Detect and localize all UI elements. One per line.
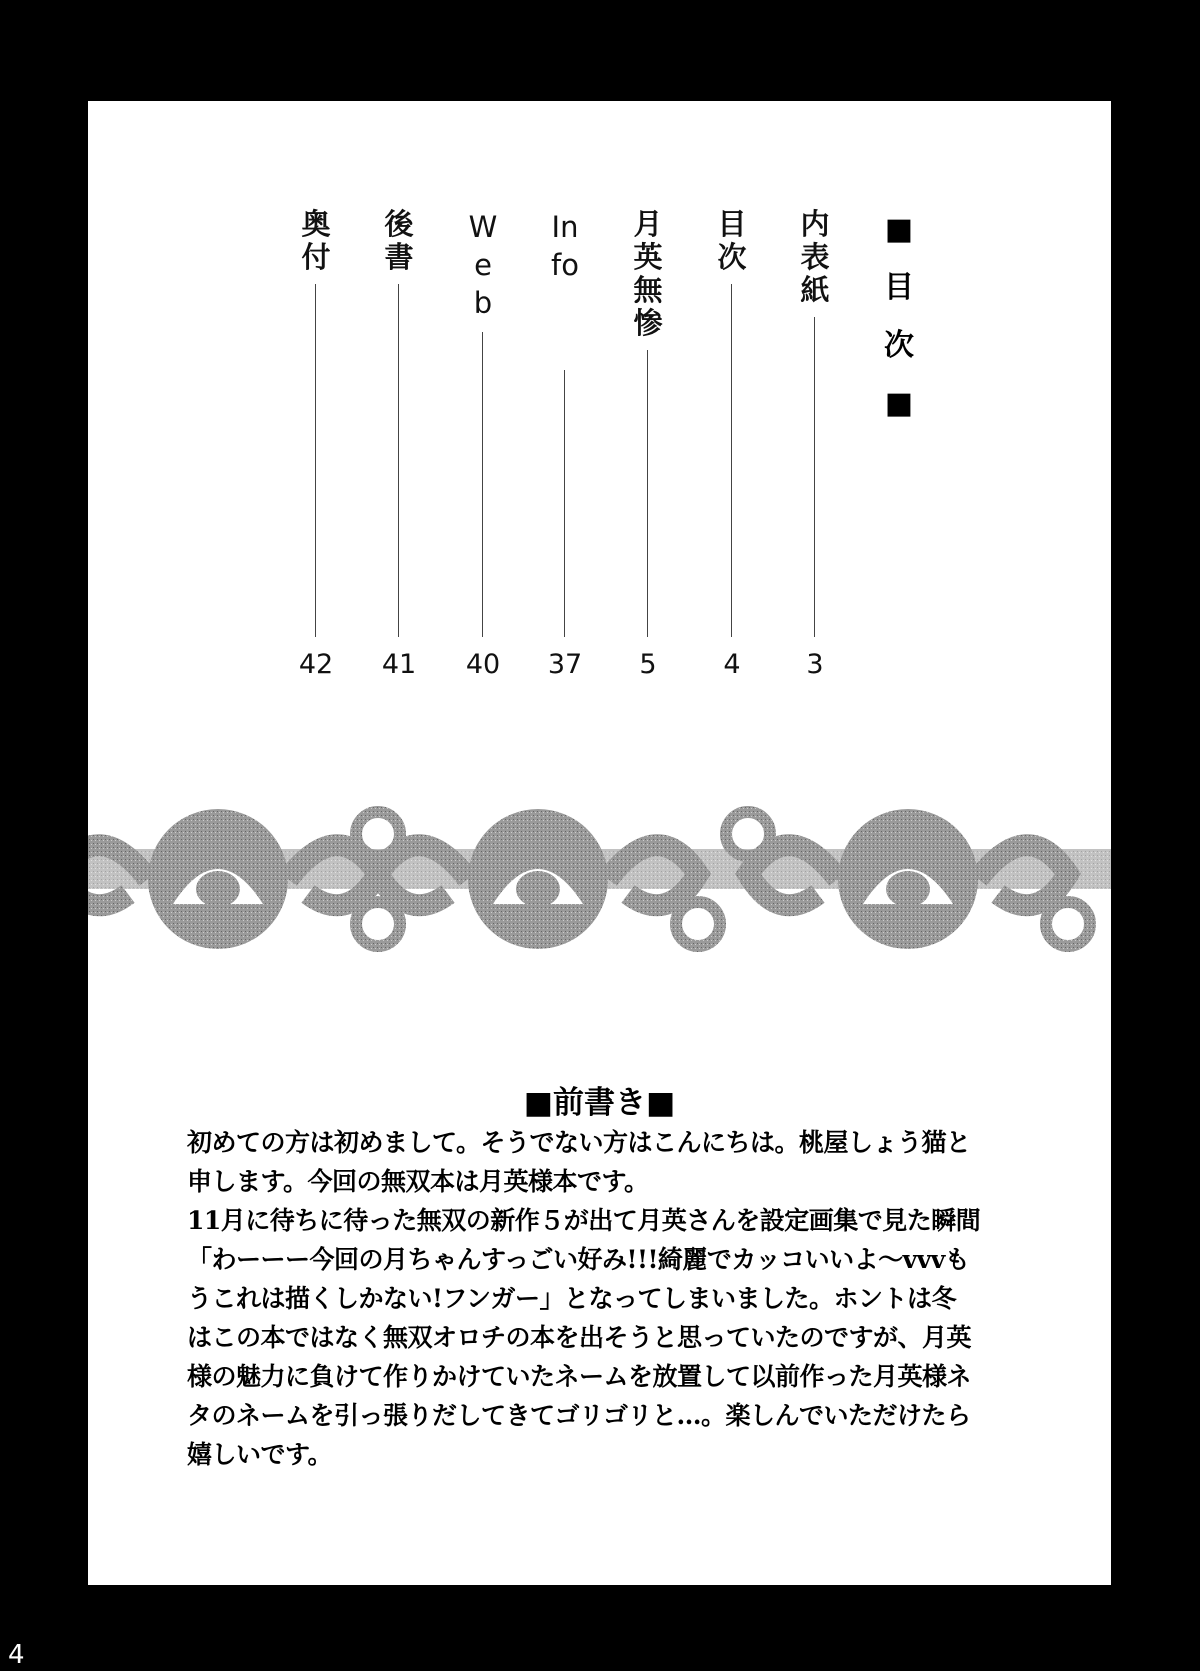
book-page <box>88 101 1111 1585</box>
toc-entry-title: 奥付 <box>301 207 331 274</box>
toc-heading-char: ■ <box>884 212 914 247</box>
preface-line: 初めての方は初めまして。そうでない方はこんにちは。桃屋しょう猫と <box>187 1128 971 1157</box>
preface-line: タのネームを引っ張りだしてきてゴリゴリと…。楽しんでいただけたら <box>187 1401 971 1430</box>
ornament-shape <box>1046 902 1090 946</box>
toc-leader-line <box>482 332 483 637</box>
preface-line: うこれは描くしかない!フンガー」となってしまいました。ホントは冬 <box>187 1284 956 1313</box>
toc-heading-char: 目 <box>884 270 914 305</box>
toc-entry-page: 41 <box>381 649 417 680</box>
preface-line: 「わーーー今回の月ちゃんすっごい好み!!!綺麗でカッコいいよ～vvvも <box>187 1245 970 1274</box>
toc-leader-line <box>564 370 565 637</box>
preface-line: 11月に待ちに待った無双の新作５が出て月英さんを設定画集で見た瞬間 <box>187 1206 981 1235</box>
preface-line: 嬉しいです。 <box>187 1440 333 1469</box>
toc-entry-title: 内表紙 <box>800 207 830 307</box>
toc-heading-char: ■ <box>884 386 914 421</box>
floral-ornament-band <box>88 794 1111 960</box>
ornament-shape <box>196 871 240 907</box>
ornament-shape <box>676 902 720 946</box>
toc-entry-title: 後書 <box>384 207 414 274</box>
toc-leader-line <box>814 317 815 637</box>
ornament-shape <box>886 871 930 907</box>
toc-entry-title: Info <box>551 210 579 282</box>
toc-entry-page: 5 <box>639 649 657 680</box>
toc-leader-line <box>647 350 648 637</box>
toc-leader-line <box>398 284 399 637</box>
toc-entry-page: 42 <box>298 649 334 680</box>
toc-entry-page: 4 <box>723 649 741 680</box>
ornament-shape <box>356 902 400 946</box>
toc-leader-line <box>731 284 732 637</box>
page-number: 4 <box>8 1640 25 1670</box>
preface-line: 申します。今回の無双本は月英様本です。 <box>187 1167 649 1196</box>
preface-title: ■前書き■ <box>523 1085 676 1121</box>
ornament-shape <box>516 871 560 907</box>
toc-entry-page: 40 <box>465 649 501 680</box>
preface-line: 様の魅力に負けて作りかけていたネームを放置して以前作った月英様ネ <box>187 1362 972 1391</box>
toc-entry-title: Web <box>468 210 498 320</box>
toc-entry-page: 37 <box>547 649 583 680</box>
toc-entry-title: 目次 <box>717 207 747 274</box>
toc-entry-page: 3 <box>806 649 824 680</box>
toc-heading-char: 次 <box>884 328 914 363</box>
toc-leader-line <box>315 284 316 637</box>
preface-line: はこの本ではなく無双オロチの本を出そうと思っていたのですが、月英 <box>187 1323 972 1352</box>
toc-heading <box>879 201 919 433</box>
toc-entry-title: 月英無惨 <box>633 207 663 340</box>
